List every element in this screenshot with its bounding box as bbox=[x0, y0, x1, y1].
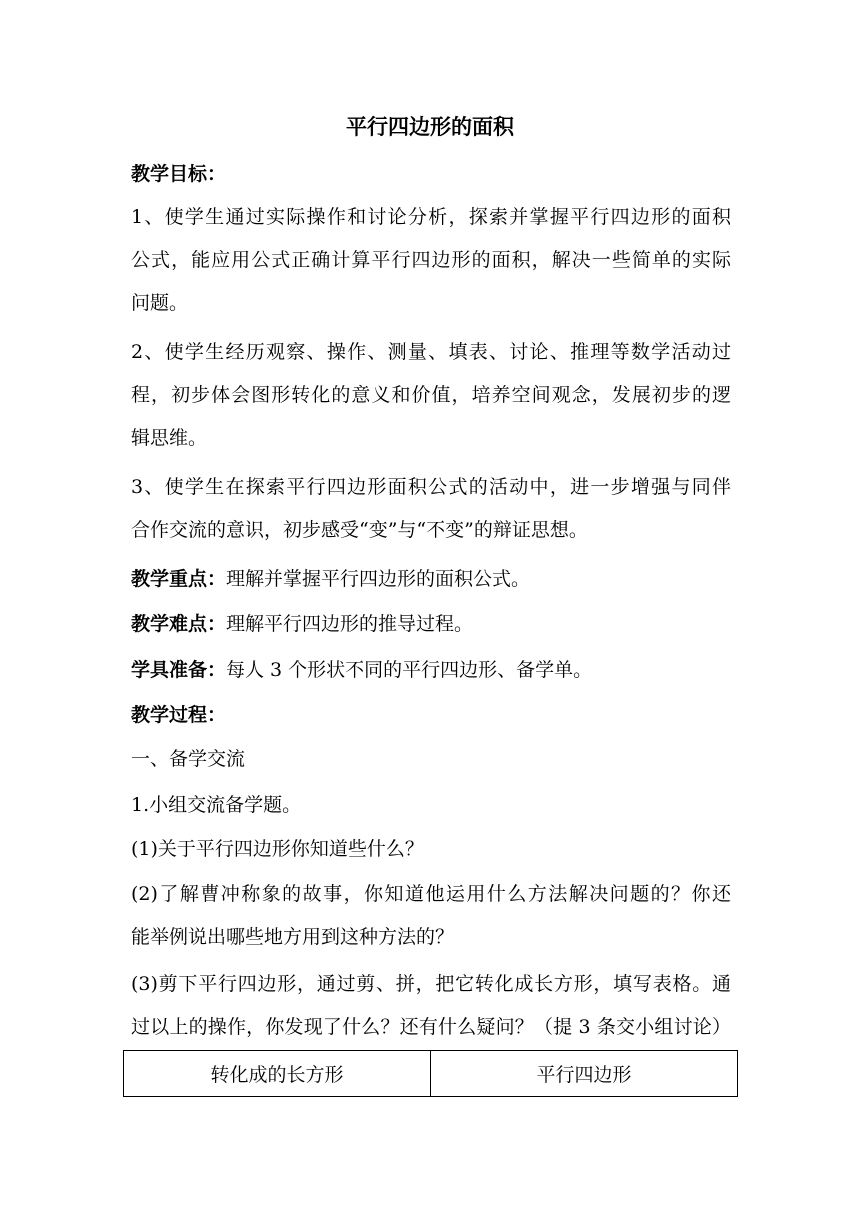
question-1: (1)关于平行四边形你知道些什么？ bbox=[131, 838, 424, 860]
objective-3-line-2: 合作交流的意识，初步感受“变”与“不变”的辩证思想。 bbox=[131, 519, 588, 541]
objective-1-line-2: 公式，能应用公式正确计算平行四边形的面积，解决一些简单的实际 bbox=[131, 249, 731, 271]
difficulty-label: 教学难点： bbox=[131, 613, 227, 635]
objective-2-line-3: 辑思维。 bbox=[131, 427, 208, 449]
objective-1-line-1: 1、使学生通过实际操作和讨论分析，探索并掌握平行四边形的面积 bbox=[131, 206, 731, 228]
question-2-line-2: 能举例说出哪些地方用到这种方法的？ bbox=[131, 926, 455, 948]
materials bbox=[131, 655, 731, 685]
question-2-line-1: (2)了解曹冲称象的故事，你知道他运用什么方法解决问题的？你还 bbox=[131, 883, 731, 905]
key-point-label: 教学重点： bbox=[131, 568, 227, 590]
question-3-line-2: 过以上的操作，你发现了什么？还有什么疑问？（提 3 条交小组讨论） bbox=[131, 1016, 731, 1038]
objective-3-line-1: 3、使学生在探索平行四边形面积公式的活动中，进一步增强与同伴 bbox=[131, 476, 731, 498]
table-header-parallelogram: 平行四边形 bbox=[431, 1051, 738, 1097]
objective-2-line-2: 程，初步体会图形转化的意义和价值，培养空间观念，发展初步的逻 bbox=[131, 384, 731, 406]
objective-2-line-1: 2、使学生经历观察、操作、测量、填表、讨论、推理等数学活动过 bbox=[131, 341, 731, 363]
materials-text: 每人 3 个形状不同的平行四边形、备学单。 bbox=[226, 659, 593, 681]
item-1: 1.小组交流备学题。 bbox=[131, 794, 302, 816]
objective-1-line-3: 问题。 bbox=[131, 292, 189, 314]
difficulty-text: 理解平行四边形的推导过程。 bbox=[226, 613, 474, 635]
key-point bbox=[131, 564, 731, 594]
question-3-line-1: (3)剪下平行四边形，通过剪、拼，把它转化成长方形，填写表格。通 bbox=[131, 973, 731, 995]
document-title: 平行四边形的面积 bbox=[346, 114, 514, 139]
conversion-table bbox=[123, 1050, 738, 1097]
process-heading: 教学过程： bbox=[131, 704, 227, 726]
objectives-heading: 教学目标： bbox=[131, 163, 227, 185]
difficulty bbox=[131, 609, 731, 639]
table-header-rectangle: 转化成的长方形 bbox=[124, 1051, 431, 1097]
section-1-heading: 一、备学交流 bbox=[131, 748, 246, 770]
key-point-text: 理解并掌握平行四边形的面积公式。 bbox=[226, 568, 531, 590]
table-header-row bbox=[124, 1051, 738, 1097]
materials-label: 学具准备： bbox=[131, 659, 227, 681]
